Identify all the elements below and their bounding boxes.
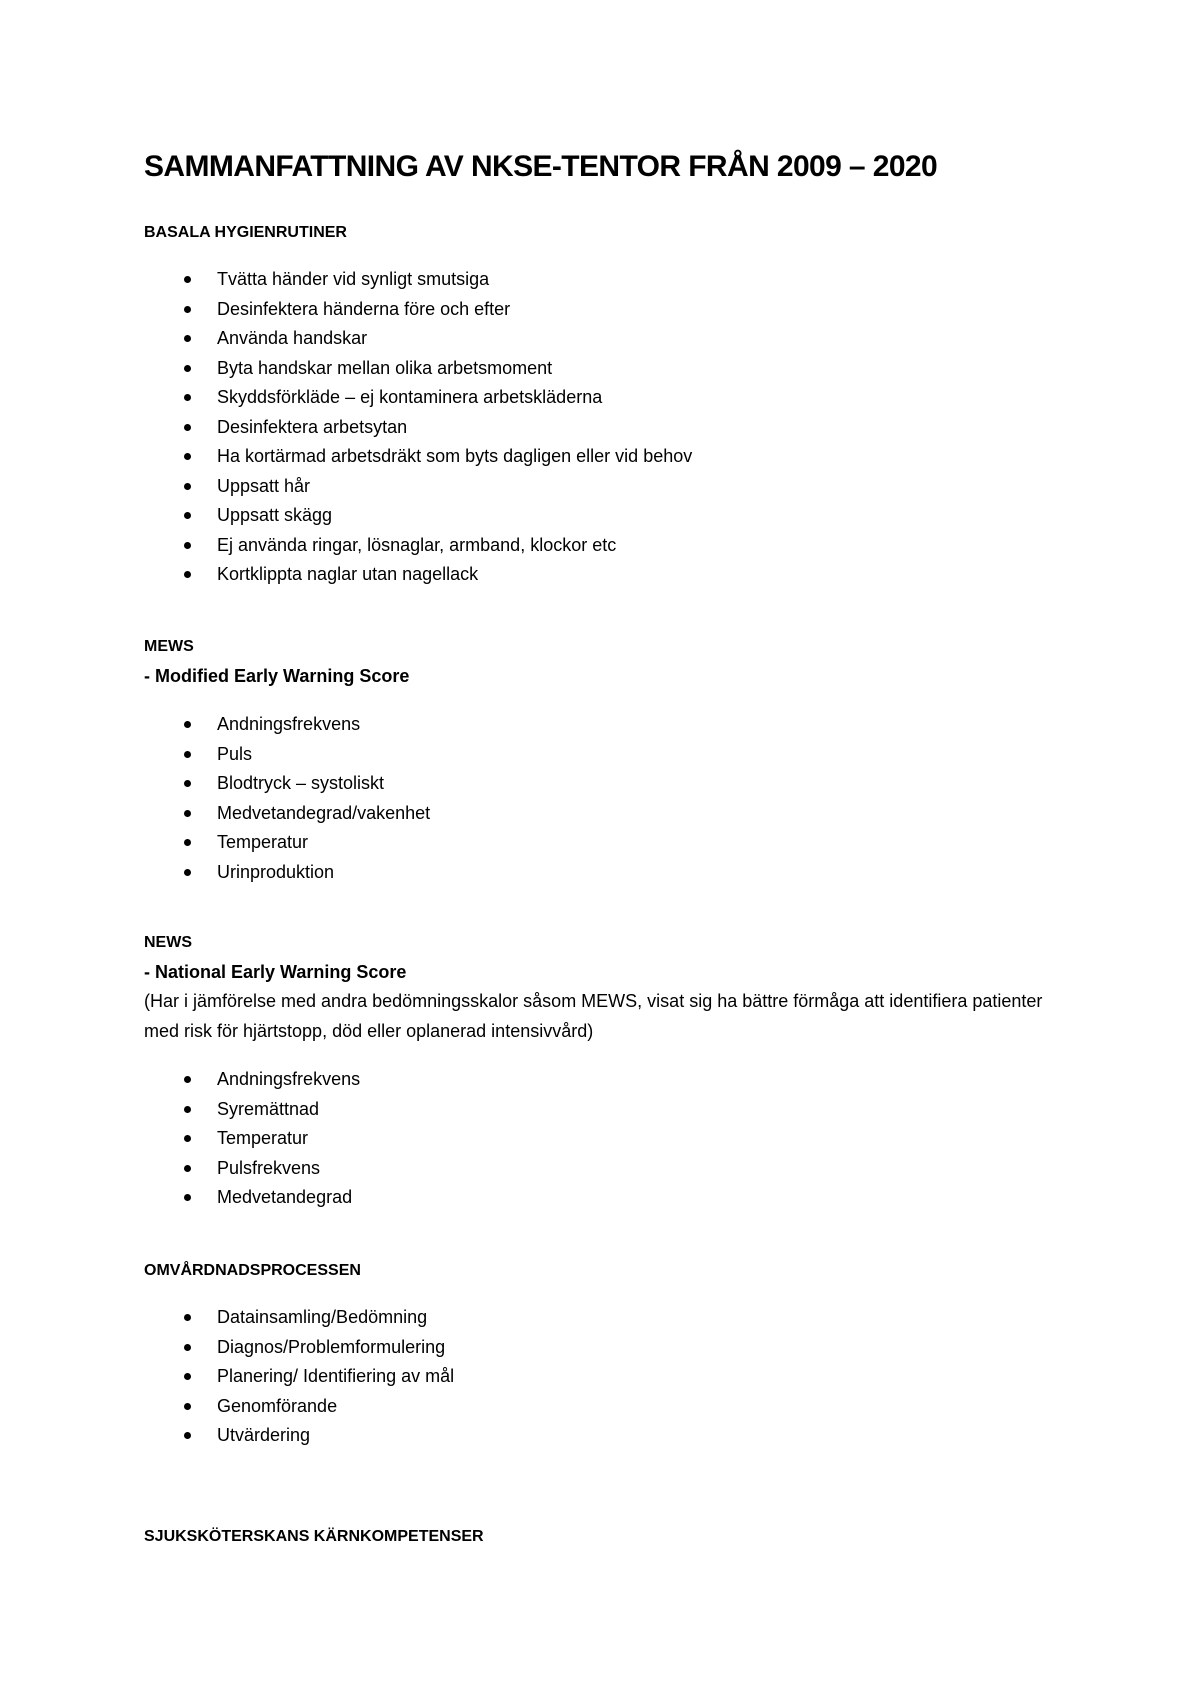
- bullet-icon: [184, 839, 191, 846]
- list-item: [0, 442, 692, 472]
- list-item: [0, 1154, 360, 1184]
- list-item-text: Ha kortärmad arbetsdräkt som byts dagligen eller vid behov: [217, 446, 693, 466]
- bullet-icon: [184, 453, 191, 460]
- list-item-text: Pulsfrekvens: [217, 1157, 321, 1178]
- bullet-list-omvardnadsprocessen: [0, 1303, 454, 1451]
- bullet-icon: [184, 542, 191, 549]
- list-item-text: Urinproduktion: [217, 861, 335, 882]
- bullet-icon: [184, 276, 191, 283]
- bullet-icon: [184, 394, 191, 401]
- list-item: [0, 799, 430, 829]
- list-item: [0, 265, 692, 295]
- section-heading-news: NEWS: [144, 934, 192, 951]
- list-item-text: Uppsatt skägg: [217, 505, 333, 525]
- bullet-icon: [184, 1165, 191, 1172]
- bullet-icon: [184, 1314, 191, 1321]
- document-title: SAMMANFATTNING AV NKSE-TENTOR FRÅN 2009 – 2020: [144, 150, 938, 183]
- list-item-text: Diagnos/Problemformulering: [217, 1336, 446, 1357]
- list-item: [0, 710, 430, 740]
- list-item-text: Blodtryck – systoliskt: [217, 773, 385, 793]
- list-item-text: Ej använda ringar, lösnaglar, armband, klockor etc: [217, 534, 617, 555]
- bullet-icon: [184, 751, 191, 758]
- list-item: [0, 354, 692, 384]
- list-item-text: Använda handskar: [217, 328, 368, 348]
- bullet-icon: [184, 1194, 191, 1201]
- bullet-icon: [184, 335, 191, 342]
- list-item-text: Utvärdering: [217, 1425, 311, 1445]
- bullet-icon: [184, 571, 191, 578]
- section-heading-omvardnadsprocessen: OMVÅRDNADSPROCESSEN: [144, 1262, 361, 1279]
- list-item-text: Tvätta händer vid synligt smutsiga: [217, 269, 490, 289]
- list-item-text: Temperatur: [217, 1128, 309, 1148]
- list-item-text: Planering/ Identifiering av mål: [217, 1366, 455, 1386]
- bullet-icon: [184, 306, 191, 313]
- section-heading-mews: MEWS: [144, 638, 194, 655]
- list-item-text: Andningsfrekvens: [217, 1069, 361, 1089]
- list-item-text: Genomförande: [217, 1395, 338, 1416]
- list-item: [0, 383, 692, 413]
- section-subheading-mews: - Modified Early Warning Score: [144, 666, 410, 686]
- list-item: [0, 295, 692, 325]
- bullet-icon: [184, 869, 191, 876]
- section-heading-sjukskoterskans-karnkompetenser: SJUKSKÖTERSKANS KÄRNKOMPETENSER: [144, 1528, 484, 1545]
- list-item-text: Puls: [217, 743, 253, 764]
- list-item-text: Medvetandegrad/vakenhet: [217, 802, 431, 823]
- bullet-icon: [184, 1344, 191, 1351]
- bullet-icon: [184, 424, 191, 431]
- list-item-text: Temperatur: [217, 832, 309, 852]
- list-item-text: Medvetandegrad: [217, 1187, 353, 1207]
- section-heading-basala-hygienrutiner: BASALA HYGIENRUTINER: [144, 224, 347, 241]
- bullet-icon: [184, 365, 191, 372]
- list-item-text: Skyddsförkläde – ej kontaminera arbetskläderna: [217, 387, 603, 407]
- bullet-icon: [184, 780, 191, 787]
- list-item-text: Desinfektera arbetsytan: [217, 416, 408, 437]
- bullet-icon: [184, 1403, 191, 1410]
- bullet-icon: [184, 1373, 191, 1380]
- list-item-text: Datainsamling/Bedömning: [217, 1307, 428, 1327]
- list-item-text: Andningsfrekvens: [217, 714, 361, 734]
- list-item: [0, 1362, 454, 1392]
- list-item: [0, 1124, 360, 1154]
- list-item: [0, 740, 430, 770]
- bullet-icon: [184, 1135, 191, 1142]
- list-item-text: Syremättnad: [217, 1098, 320, 1119]
- list-item: [0, 1333, 454, 1363]
- bullet-icon: [184, 810, 191, 817]
- list-item: [0, 324, 692, 354]
- list-item: [0, 1392, 454, 1422]
- list-item: [0, 472, 692, 502]
- list-item: [0, 1065, 360, 1095]
- list-item: [0, 560, 692, 590]
- list-item: [0, 1095, 360, 1125]
- list-item-text: Uppsatt hår: [217, 475, 311, 496]
- list-item: [0, 1183, 360, 1213]
- list-item: [0, 413, 692, 443]
- list-item: [0, 501, 692, 531]
- list-item: [0, 1303, 454, 1333]
- list-item-text: Kortklippta naglar utan nagellack: [217, 564, 479, 584]
- bullet-list-news: [0, 1065, 360, 1213]
- bullet-list-basala-hygienrutiner: [0, 265, 692, 590]
- bullet-icon: [184, 1076, 191, 1083]
- section-subheading-news: - National Early Warning Score: [144, 962, 407, 982]
- bullet-list-mews: [0, 710, 430, 887]
- bullet-icon: [184, 483, 191, 490]
- bullet-icon: [184, 721, 191, 728]
- list-item-text: Desinfektera händerna före och efter: [217, 298, 511, 319]
- list-item: [0, 828, 430, 858]
- list-item: [0, 769, 430, 799]
- section-paragraph-news: (Har i jämförelse med andra bedömningsskalor såsom MEWS, visat sig ha bättre förmåga att identifiera patienter med risk för hjärtstopp, död eller oplanerad intensivvård): [144, 991, 1043, 1041]
- list-item-text: Byta handskar mellan olika arbetsmoment: [217, 357, 553, 378]
- list-item: [0, 858, 430, 888]
- list-item: [0, 531, 692, 561]
- bullet-icon: [184, 512, 191, 519]
- list-item: [0, 1421, 454, 1451]
- bullet-icon: [184, 1432, 191, 1439]
- bullet-icon: [184, 1106, 191, 1113]
